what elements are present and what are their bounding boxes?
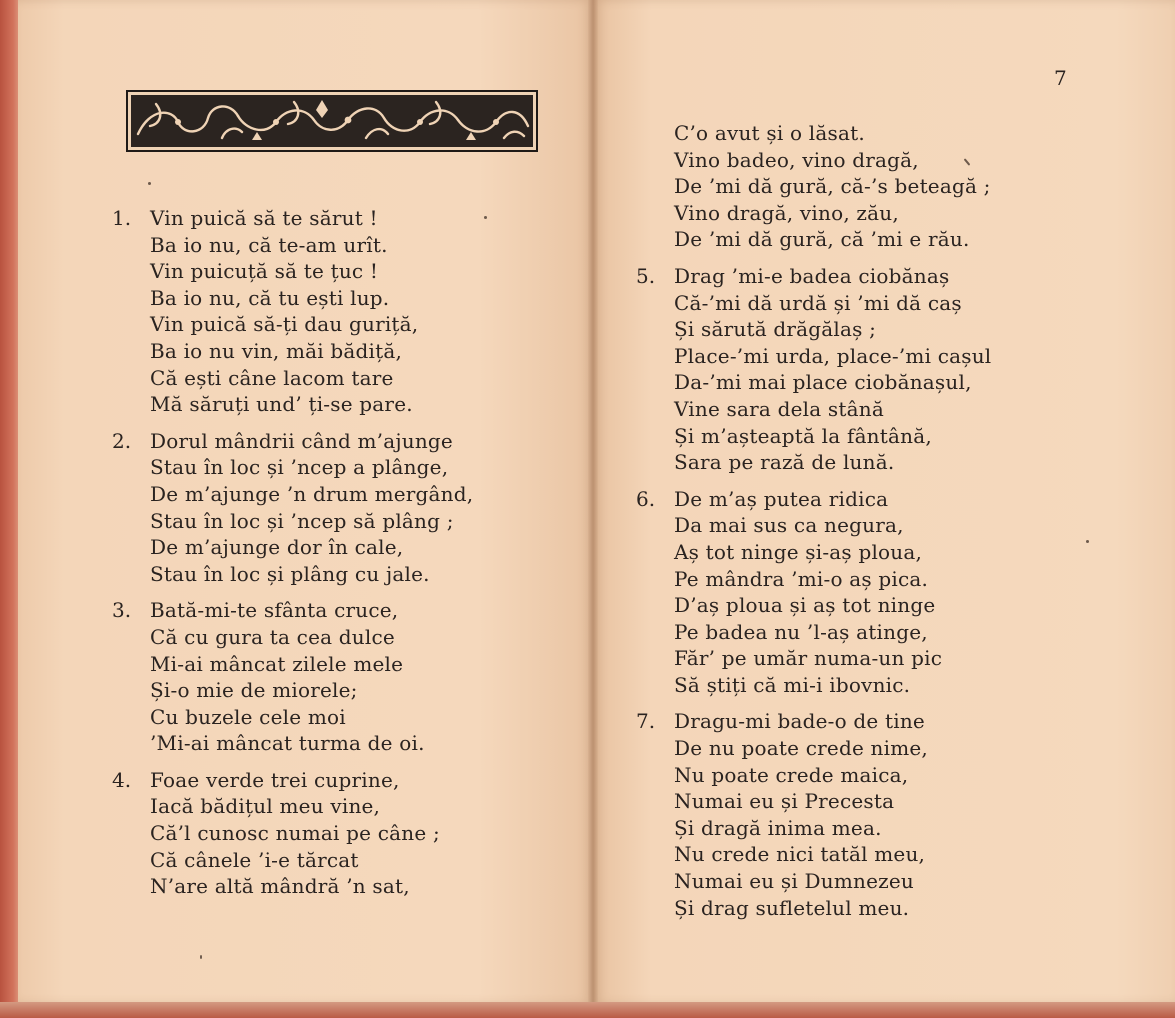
verse-line: Și-o mie de miorele; bbox=[150, 678, 358, 703]
stanza-number: 2. bbox=[112, 428, 132, 453]
verse-line: Stau în loc și plâng cu jale. bbox=[150, 561, 430, 586]
verse-line: Ba io nu, că te-am urît. bbox=[150, 232, 388, 257]
verse-line: Numai eu și Precesta bbox=[674, 789, 895, 814]
verse-line: D’aș ploua și aș tot ninge bbox=[674, 593, 936, 618]
stanza-2 bbox=[112, 428, 552, 588]
left-column bbox=[112, 205, 552, 910]
verse-line: Stau în loc și ’ncep a plânge, bbox=[150, 455, 449, 480]
verse-line: Dorul mândrii când m’ajunge bbox=[150, 428, 453, 453]
verse-line: Da mai sus ca negura, bbox=[674, 513, 904, 538]
stanza-number: 6. bbox=[636, 486, 656, 511]
verse-line: Da-’mi mai place ciobănașul, bbox=[674, 370, 972, 395]
verse-line: Stau în loc și ’ncep să plâng ; bbox=[150, 508, 454, 533]
stanza-number: 1. bbox=[112, 206, 132, 230]
verse-line: Și m’așteaptă la fântână, bbox=[674, 423, 932, 448]
verse-line: Vino dragă, vino, zău, bbox=[674, 200, 899, 225]
verse-line: C’o avut și o lăsat. bbox=[674, 121, 865, 145]
verse-line: Vin puică să te sărut ! bbox=[150, 206, 378, 230]
stanza-7 bbox=[636, 708, 1136, 921]
verse-line: Place-’mi urda, place-’mi cașul bbox=[674, 343, 992, 368]
verse-line: Mi-ai mâncat zilele mele bbox=[150, 651, 404, 676]
right-column bbox=[636, 120, 1136, 931]
verse-line: Și sărută drăgălaș ; bbox=[674, 317, 877, 342]
verse-line: De m’ajunge ’n drum mergând, bbox=[150, 481, 474, 506]
verse-line: Numai eu și Dumnezeu bbox=[674, 869, 914, 894]
verse-line: Nu poate crede maica, bbox=[674, 762, 909, 787]
verse-line: Vine sara dela stână bbox=[674, 396, 884, 421]
stanza-6 bbox=[636, 486, 1136, 699]
verse-line: Și drag sufletelul meu. bbox=[674, 895, 910, 920]
verse-line: Că cânele ’i-e tărcat bbox=[150, 847, 359, 872]
verse-line: Iacă bădițul meu vine, bbox=[150, 794, 381, 819]
verse-line: De nu poate crede nime, bbox=[674, 736, 928, 761]
stanza-4 bbox=[112, 767, 552, 900]
verse-line: De m’aș putea ridica bbox=[674, 486, 889, 511]
paper-speck bbox=[200, 955, 202, 959]
verse-line: Vin puică să-ți dau guriță, bbox=[150, 312, 419, 337]
stanza-5 bbox=[636, 263, 1136, 476]
book-gutter bbox=[588, 0, 598, 1004]
stanza-3 bbox=[112, 597, 552, 757]
paper-speck bbox=[148, 182, 151, 185]
stanza-number: 5. bbox=[636, 263, 656, 288]
paper-speck bbox=[1086, 540, 1089, 543]
verse-line: Drag ’mi-e badea ciobănaș bbox=[674, 263, 950, 288]
stanza-number: 4. bbox=[112, 767, 132, 792]
verse-line: Făr’ pe umăr numa-un pic bbox=[674, 646, 943, 671]
ornament-headpiece bbox=[126, 90, 538, 152]
page-number: 7 bbox=[1054, 66, 1067, 90]
verse-line: Să știți că mi-i ibovnic. bbox=[674, 672, 911, 697]
verse-line: Vin puicuță să te țuc ! bbox=[150, 259, 379, 284]
verse-line: Bată-mi-te sfânta cruce, bbox=[150, 598, 399, 623]
verse-line: ’Mi-ai mâncat turma de oi. bbox=[150, 731, 425, 756]
stanza-number: 7. bbox=[636, 709, 656, 734]
verse-line: Ba io nu vin, măi bădiță, bbox=[150, 338, 403, 363]
verse-line: Că cu gura ta cea dulce bbox=[150, 624, 395, 649]
verse-line: Aș tot ninge și-aș ploua, bbox=[674, 539, 923, 564]
verse-line: Foae verde trei cuprine, bbox=[150, 767, 400, 792]
stanza-1 bbox=[112, 205, 552, 418]
verse-line: Și dragă inima mea. bbox=[674, 815, 882, 840]
verse-line: Că’l cunosc numai pe câne ; bbox=[150, 821, 440, 846]
verse-line: Nu crede nici tatăl meu, bbox=[674, 842, 926, 867]
verse-line: N’are altă mândră ’n sat, bbox=[150, 874, 410, 899]
verse-line: De m’ajunge dor în cale, bbox=[150, 535, 404, 560]
verse-line: De ’mi dă gură, că ’mi e rău. bbox=[674, 227, 970, 252]
verse-line: Pe badea nu ’l-aș atinge, bbox=[674, 619, 928, 644]
book-bottom-edge bbox=[0, 1002, 1175, 1018]
verse-line: Vino badeo, vino dragă, bbox=[674, 147, 919, 172]
verse-line: Pe mândra ’mi-o aș pica. bbox=[674, 566, 929, 591]
verse-line: Sara pe rază de lună. bbox=[674, 450, 895, 475]
verse-line: Cu buzele cele moi bbox=[150, 704, 346, 729]
stanza-4-continuation bbox=[636, 120, 1136, 253]
verse-line: Mă săruți und’ ți-se pare. bbox=[150, 392, 413, 417]
verse-line: Dragu-mi bade-o de tine bbox=[674, 709, 925, 734]
verse-line: Că ești câne lacom tare bbox=[150, 365, 394, 390]
verse-line: Ba io nu, că tu ești lup. bbox=[150, 285, 390, 310]
verse-line: Că-’mi dă urdă și ’mi dă caș bbox=[674, 290, 962, 315]
verse-line: De ’mi dă gură, că-’s beteagă ; bbox=[674, 174, 991, 199]
stanza-number: 3. bbox=[112, 598, 132, 623]
paper-speck bbox=[484, 216, 487, 219]
